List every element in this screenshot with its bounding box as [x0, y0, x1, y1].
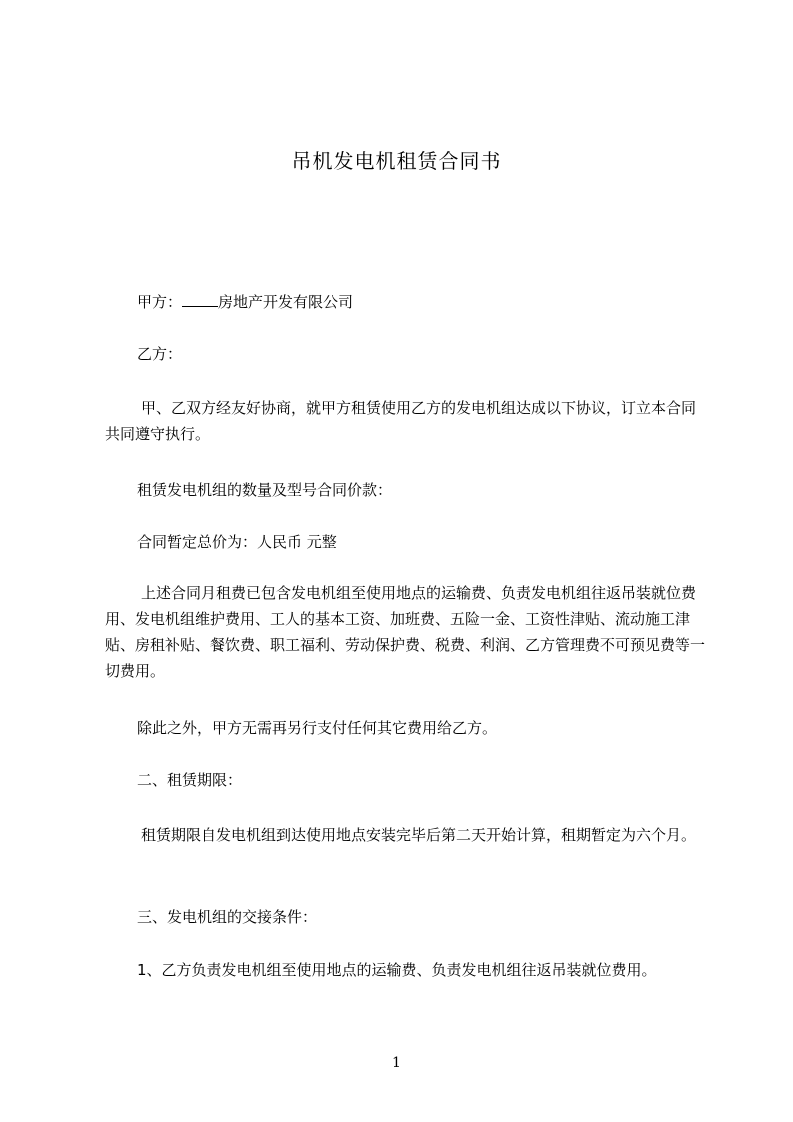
quantity-model-price-line: 租赁发电机组的数量及型号合同价款： — [137, 481, 393, 499]
party-a-blank — [182, 294, 218, 307]
party-a-name: 房地产开发有限公司 — [218, 293, 354, 311]
document-title: 吊机发电机租赁合同书 — [291, 149, 502, 173]
party-b-line: 乙方： — [137, 345, 183, 363]
section3-heading: 三、发电机组的交接条件： — [137, 908, 318, 926]
page-number: 1 — [392, 1055, 401, 1071]
fee-includes-paragraph: 上述合同月租费已包含发电机组至使用地点的运输费、负责发电机组往返吊装就位费用、发电机组维护费用、工人的基本工资、加班费、五险一金、工资性津贴、流动施工津贴、房租补贴、餐饮费、职工福利、劳动保护费、税费、利润、乙方管理费不可预见费等一切费用。 — [105, 584, 706, 680]
party-a-label: 甲方： — [137, 293, 183, 311]
total-price-line: 合同暂定总价为：人民币 元整 — [137, 533, 337, 551]
section3-item-1: 1、乙方负责发电机组至使用地点的运输费、负责发电机组往返吊装就位费用。 — [137, 961, 657, 979]
party-a-line — [105, 289, 705, 315]
section2-heading: 二、租赁期限： — [137, 771, 243, 789]
section2-body: 租赁期限自发电机组到达使用地点安装完毕后第二天开始计算，租期暂定为六个月。 — [141, 826, 697, 844]
intro-paragraph: 甲、乙双方经友好协商，就甲方租赁使用乙方的发电机组达成以下协议，订立本合同共同遵守执行。 — [105, 399, 697, 443]
no-other-fees-line: 除此之外，甲方无需再另行支付任何其它费用给乙方。 — [137, 719, 498, 737]
